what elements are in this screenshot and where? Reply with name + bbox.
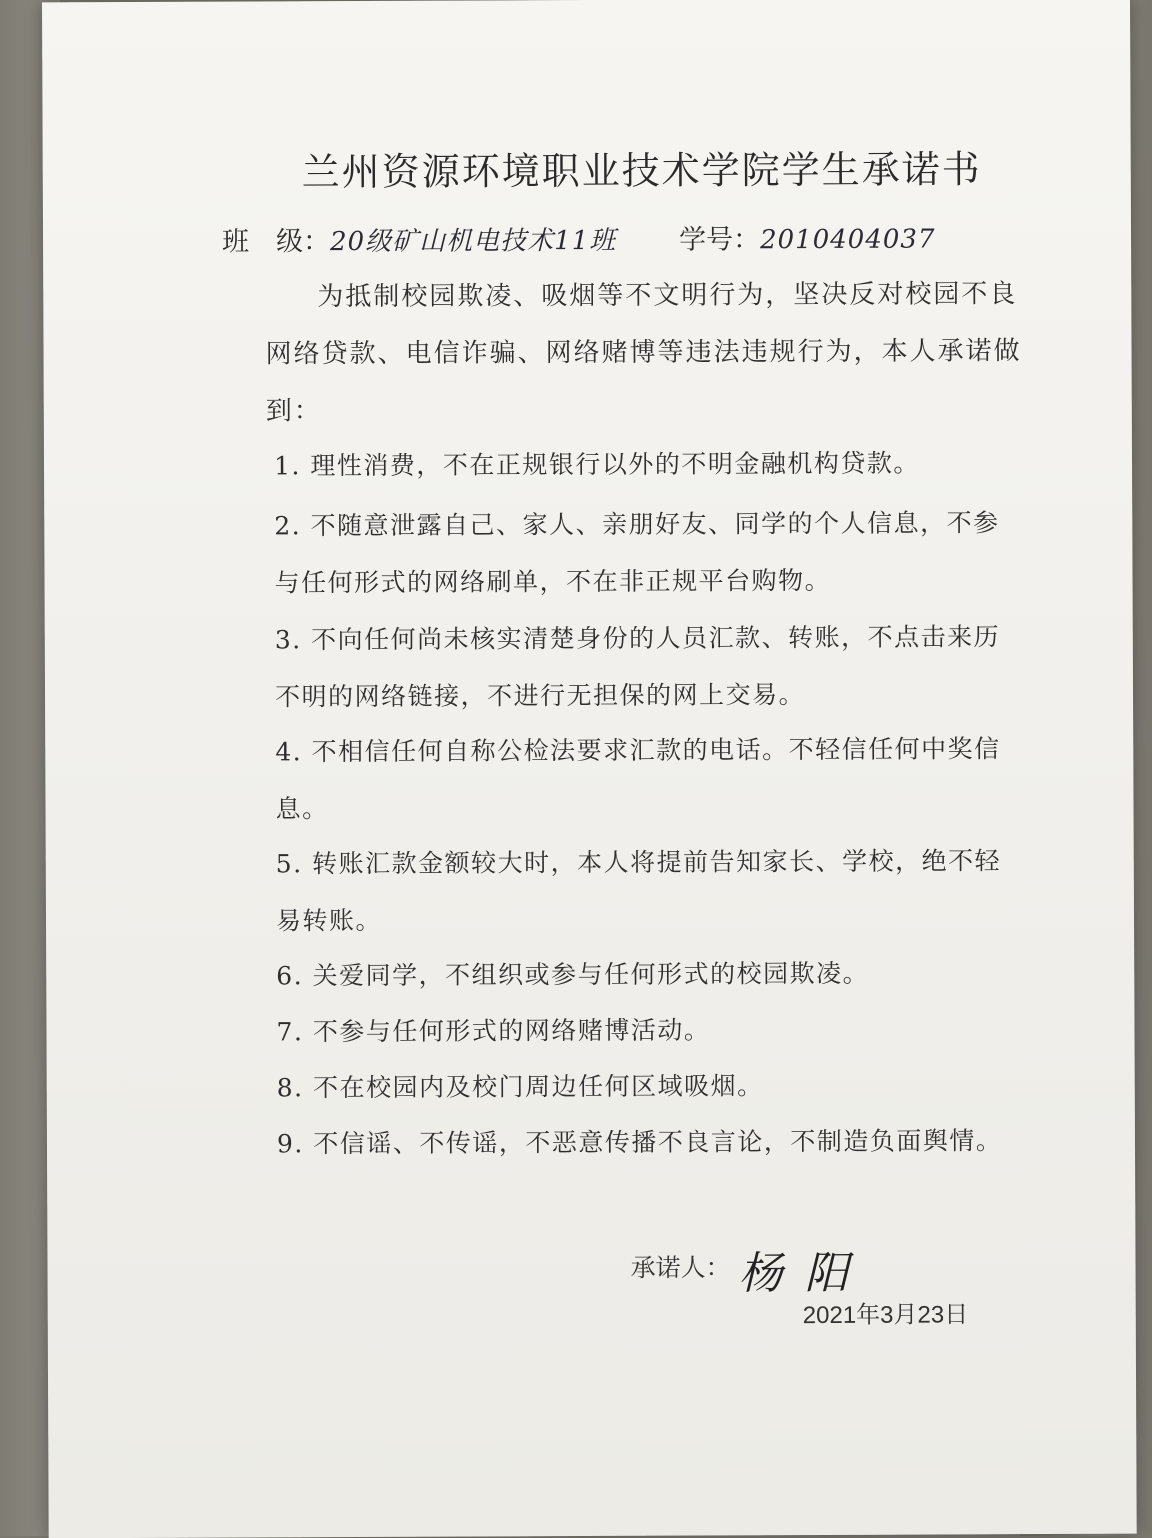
document-paper — [42, 0, 1137, 1538]
pledge-item-5: 5. 转账汇款金额较大时，本人将提前告知家长、学校，绝不轻易转账。 — [275, 846, 1002, 936]
class-value: 20级矿山机电技术11班 — [329, 225, 617, 258]
signature-block — [630, 1237, 870, 1302]
pledge-item-6: 6. 关爱同学，不组织或参与任何形式的校园欺凌。 — [276, 958, 870, 991]
pledge-item-1: 1. 理性消费，不在正规银行以外的不明金融机构贷款。 — [273, 448, 920, 481]
student-id-label: 学号： — [678, 224, 761, 256]
pledge-item-7: 7. 不参与任何形式的网络赌博活动。 — [276, 1015, 711, 1047]
student-id-field — [679, 216, 936, 256]
intro-paragraph: 为抵制校园欺凌、吸烟等不文明行为，坚决反对校园不良网络贷款、电信诈骗、网络赌博等违法违规行为，本人承诺做到： — [265, 279, 1022, 427]
pledge-date: 2021年3月23日 — [802, 1301, 969, 1330]
signer-label: 承诺人： — [630, 1252, 731, 1283]
document-title: 兰州资源环境职业技术学院学生承诺书 — [301, 147, 982, 195]
class-field — [222, 218, 616, 259]
student-id-value: 2010404037 — [759, 224, 936, 256]
pledge-item-9: 9. 不信谣、不传谣，不恶意传播不良言论，不制造负面舆情。 — [276, 1126, 1003, 1159]
pledge-item-2: 2. 不随意泄露自己、家人、亲朋好友、同学的个人信息，不参与任何形式的网络刷单，不在非正规平台购物。 — [274, 508, 1000, 598]
class-label: 班 级： — [221, 226, 331, 258]
pledge-item-8: 8. 不在校园内及校门周边任何区域吸烟。 — [276, 1071, 764, 1103]
handwritten-signature: 杨阳 — [738, 1247, 871, 1300]
pledge-item-3: 3. 不向任何尚未核实清楚身份的人员汇款、转账，不点击来历不明的网络链接，不进行无担保的网上交易。 — [274, 622, 1001, 712]
pledge-item-4: 4. 不相信任何自称公检法要求汇款的电话。不轻信任何中奖信息。 — [275, 734, 1001, 824]
